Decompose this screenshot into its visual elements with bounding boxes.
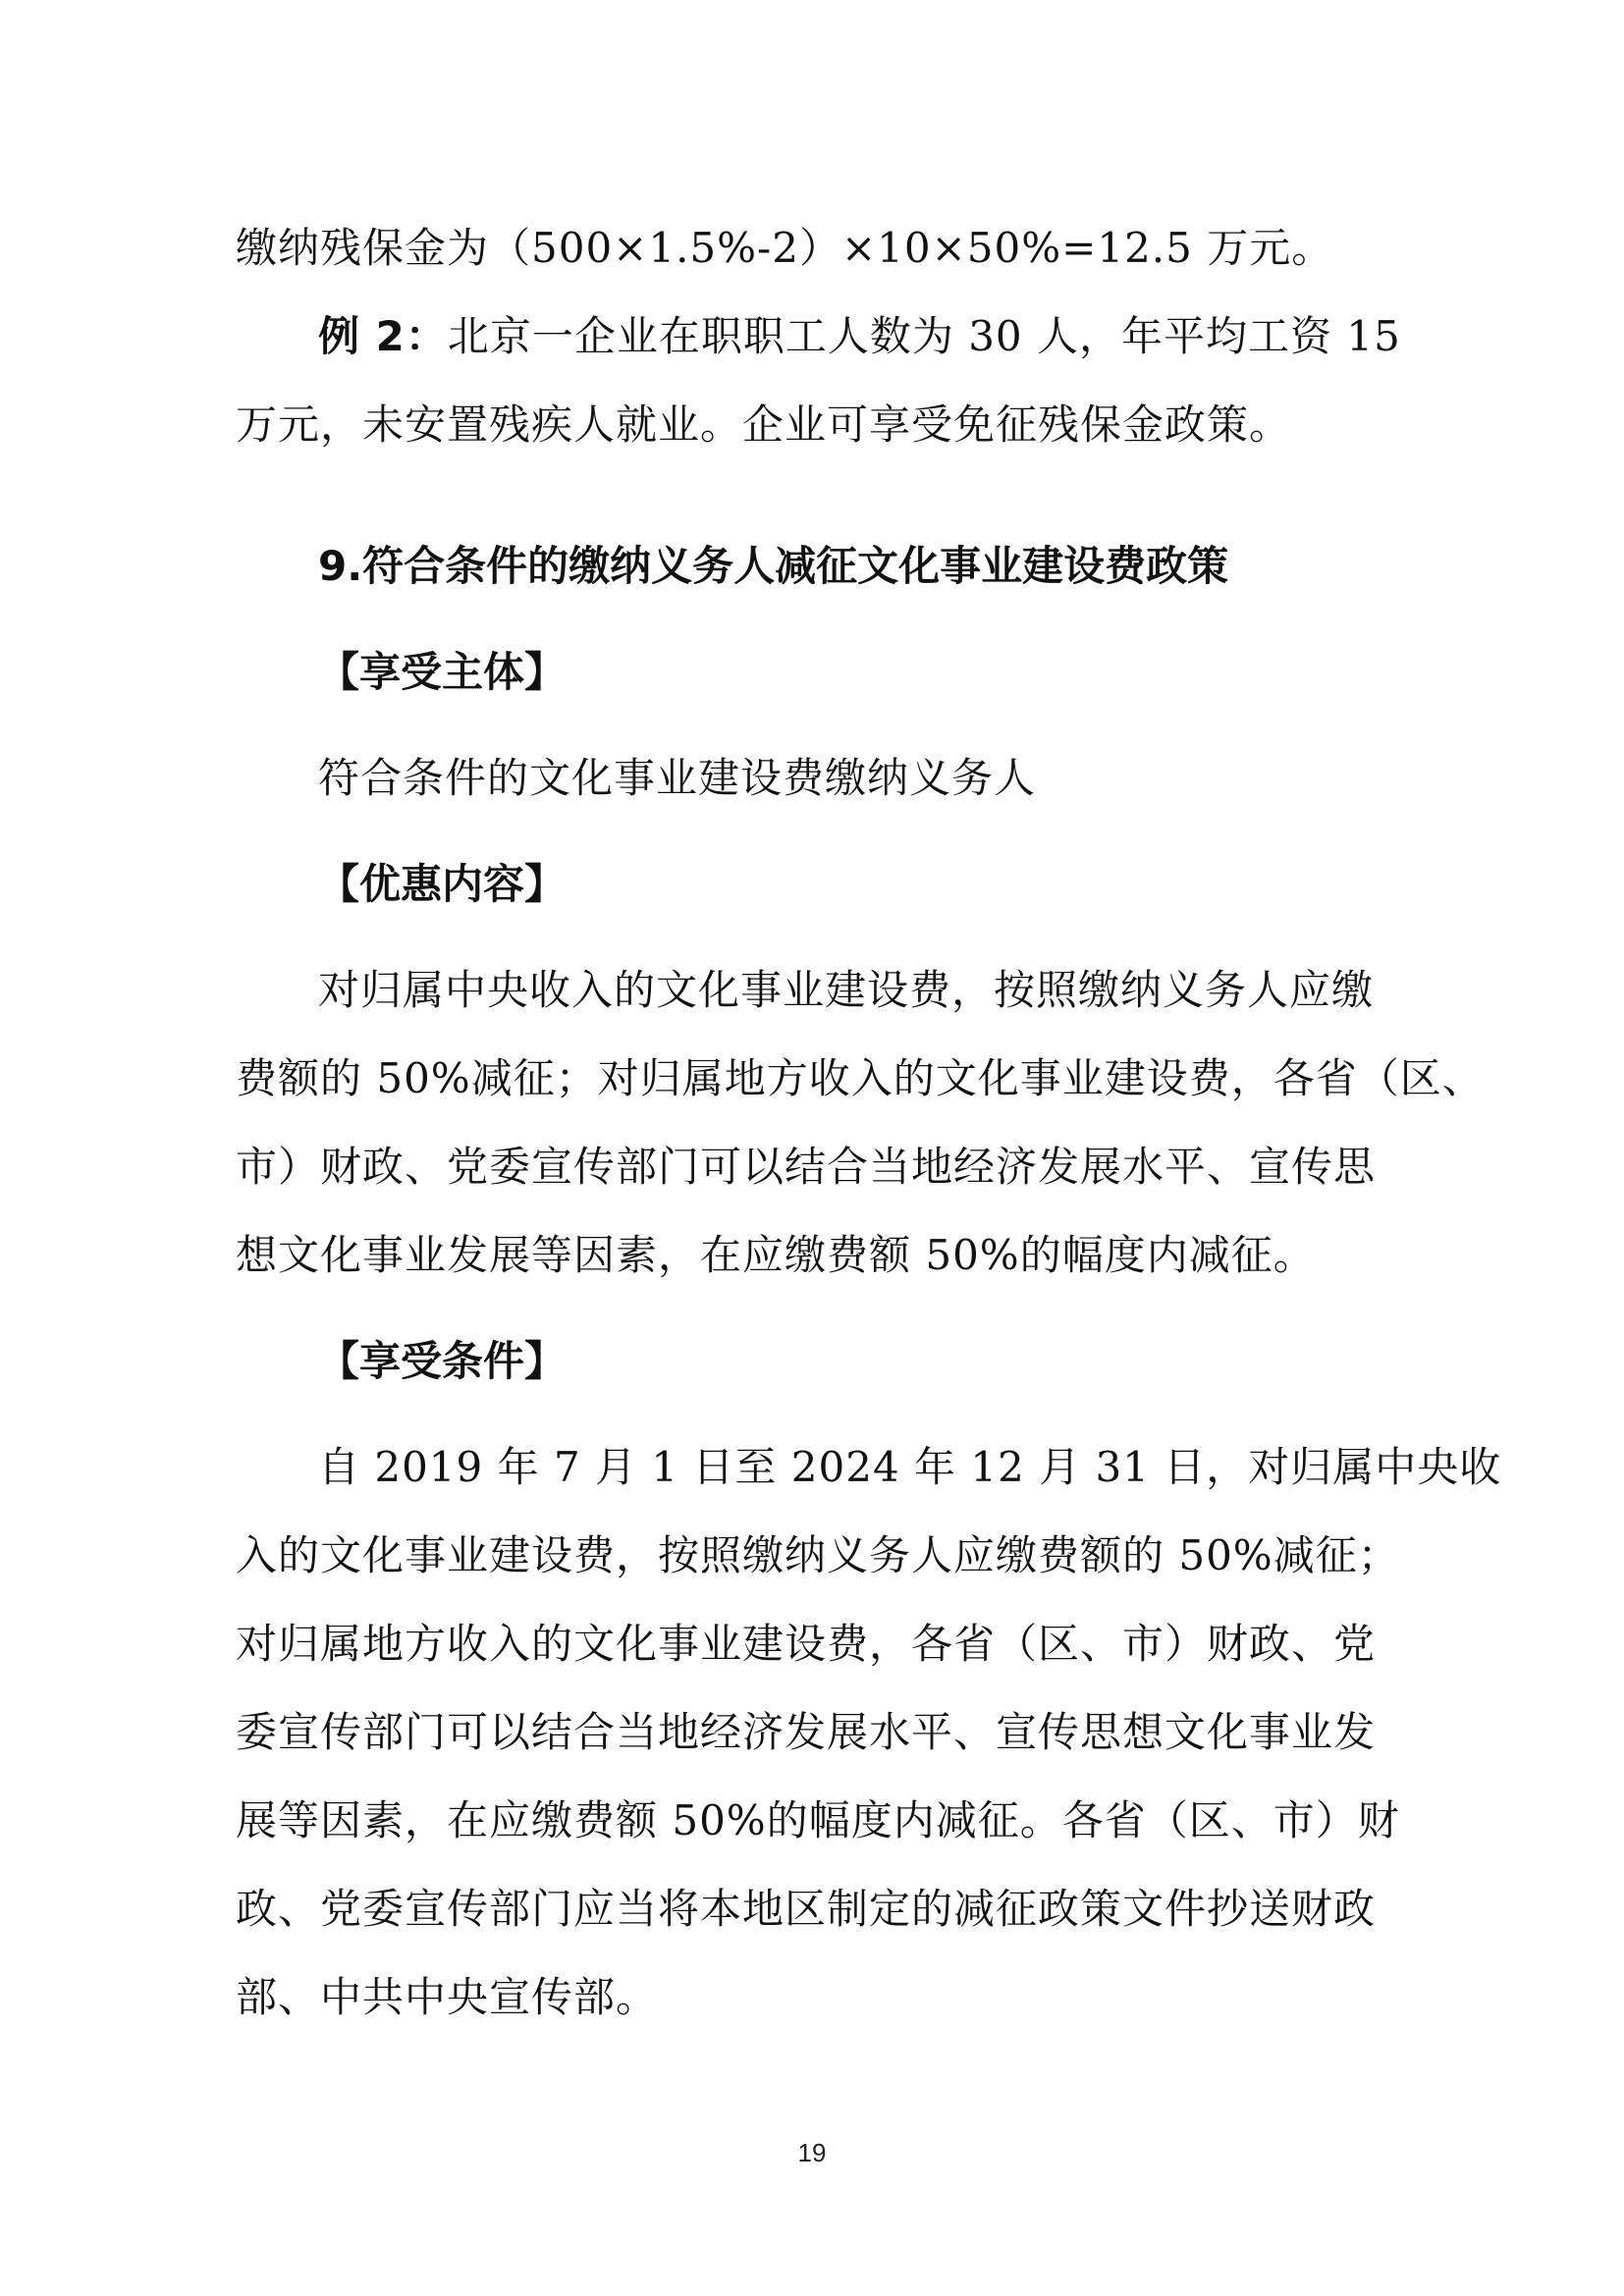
page-number: 19 xyxy=(797,2138,827,2167)
condition-line: 委宣传部门可以结合当地经济发展水平、宣传思想文化事业发 xyxy=(236,1708,1377,1756)
section-title: 9.符合条件的缴纳义务人减征文化事业建设费政策 xyxy=(318,542,1229,590)
condition-line: 政、党委宣传部门应当将本地区制定的减征政策文件抄送财政 xyxy=(236,1885,1377,1933)
benefit-line: 对归属中央收入的文化事业建设费，按照缴纳义务人应缴 xyxy=(318,966,1375,1014)
subject-text: 符合条件的文化事业建设费缴纳义务人 xyxy=(318,754,1037,802)
benefit-line: 想文化事业发展等因素，在应缴费额 50%的幅度内减征。 xyxy=(236,1231,1316,1279)
benefit-line: 费额的 50%减征；对归属地方收入的文化事业建设费，各省（区、 xyxy=(236,1054,1485,1102)
condition-heading: 【享受条件】 xyxy=(318,1337,567,1385)
benefit-heading: 【优惠内容】 xyxy=(318,860,567,908)
condition-line: 对归属地方收入的文化事业建设费，各省（区、市）财政、党 xyxy=(236,1620,1377,1668)
condition-line: 自 2019 年 7 月 1 日至 2024 年 12 月 31 日，对归属中央收 xyxy=(318,1443,1502,1491)
example-text: 北京一企业在职职工人数为 30 人，年平均工资 15 xyxy=(447,312,1401,360)
subject-heading: 【享受主体】 xyxy=(318,648,567,696)
benefit-paragraph xyxy=(236,946,1485,1300)
example-2-line-2: 万元，未安置残疾人就业。企业可享受免征残保金政策。 xyxy=(236,400,1292,449)
condition-paragraph xyxy=(236,1423,1502,2042)
intro-line: 缴纳残保金为（500×1.5%-2）×10×50%=12.5 万元。 xyxy=(236,224,1334,272)
example-2-line-1 xyxy=(236,293,1414,381)
condition-line: 入的文化事业建设费，按照缴纳义务人应缴费额的 50%减征； xyxy=(236,1531,1400,1579)
page-body xyxy=(236,204,1502,2042)
condition-line: 展等因素，在应缴费额 50%的幅度内减征。各省（区、市）财 xyxy=(236,1796,1400,1844)
benefit-line: 市）财政、党委宣传部门可以结合当地经济发展水平、宣传思 xyxy=(236,1143,1377,1191)
example-label: 例 2： xyxy=(318,312,448,360)
condition-line: 部、中共中央宣传部。 xyxy=(236,1973,659,2021)
